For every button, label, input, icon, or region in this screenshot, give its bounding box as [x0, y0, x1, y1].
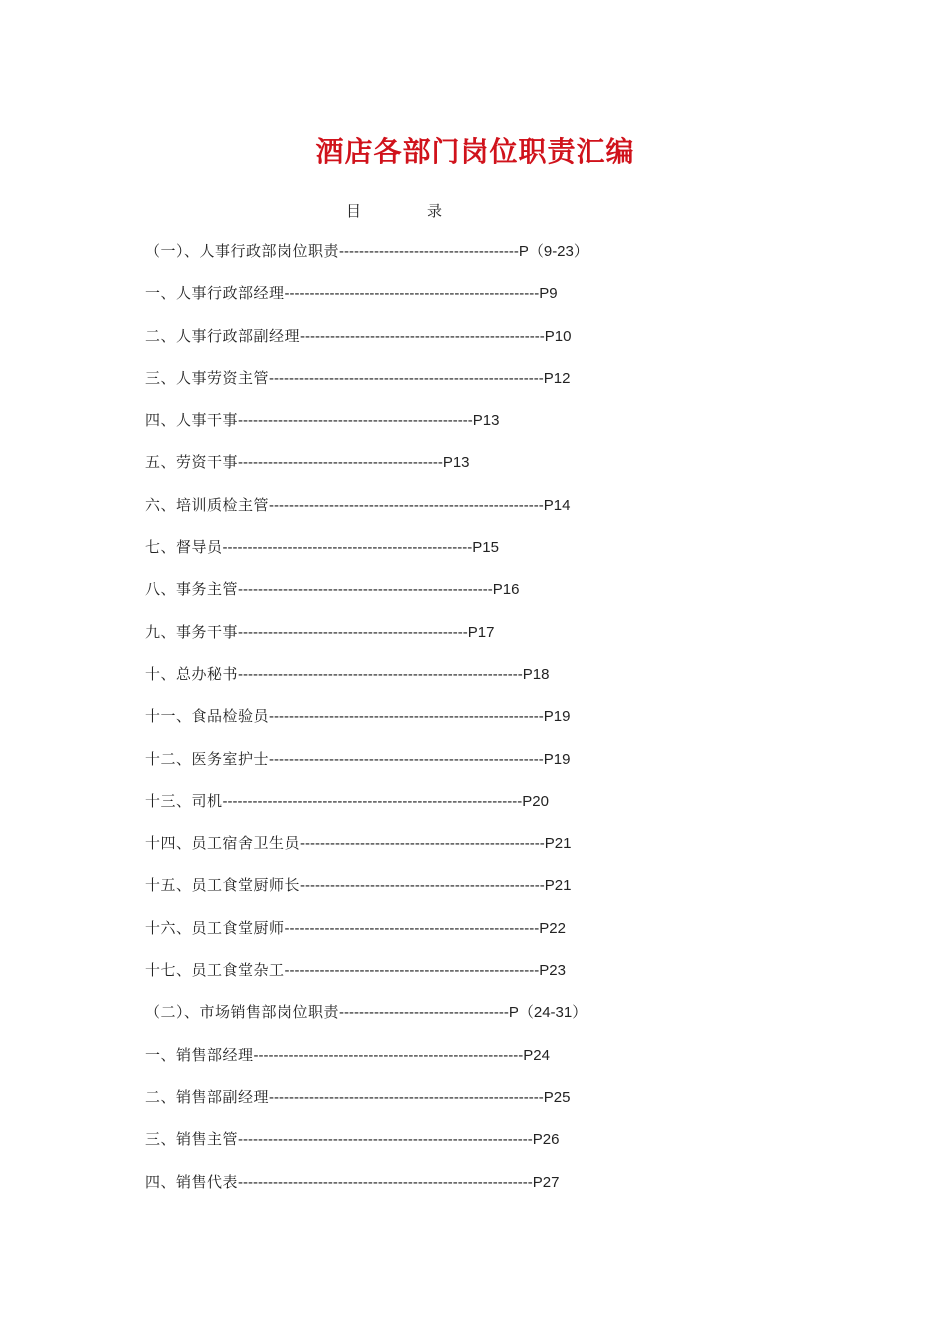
toc-entry-page-number: P（9-23） — [518, 243, 589, 260]
toc-entry-label: 八、事务主管 — [145, 580, 239, 599]
toc-entry-leader: ------------------------------------------------- — [300, 327, 545, 345]
toc-entry-page-number: P20 — [522, 792, 549, 810]
toc-entry[interactable] — [145, 323, 589, 365]
toc-entry-label: 十四、员工宿舍卫生员 — [145, 834, 301, 853]
toc-entry-leader: ------------------------------------ — [339, 243, 519, 260]
toc-entry-page-number: P13 — [472, 412, 500, 430]
toc-entry-leader: --------------------------------------------------- — [284, 285, 540, 303]
toc-entry-leader: ----------------------------------------------- — [238, 412, 473, 430]
toc-entry[interactable] — [145, 238, 589, 280]
toc-entry-page-number: P18 — [522, 665, 550, 683]
toc-entry-label: 十一、食品检验员 — [145, 707, 270, 726]
toc-entry-page-number: P21 — [544, 877, 572, 895]
toc-entry[interactable] — [145, 872, 589, 914]
toc-entry-page-number: P22 — [539, 919, 566, 937]
toc-entry-label: 三、销售主管 — [145, 1130, 239, 1149]
table-of-contents — [145, 238, 589, 1211]
toc-entry[interactable] — [145, 619, 589, 661]
toc-entry-label: 三、人事劳资主管 — [145, 368, 270, 387]
toc-entry-leader: --------------------------------------------------- — [284, 962, 540, 980]
toc-entry-page-number: P12 — [543, 369, 571, 387]
toc-entry-leader: ------------------------------------------------------- — [269, 708, 544, 726]
toc-entry-leader: ----------------------------------------- — [238, 454, 443, 472]
toc-entry[interactable] — [145, 915, 589, 957]
toc-entry-leader: ------------------------------------------------------------ — [222, 792, 523, 810]
toc-entry-label: 二、销售部副经理 — [145, 1087, 270, 1106]
toc-entry-label: 一、销售部经理 — [145, 1045, 254, 1064]
toc-entry-label: （一）、人事行政部岗位职责 — [145, 242, 340, 260]
toc-entry-leader: ------------------------------------------------------ — [253, 1046, 524, 1064]
toc-entry-label: 十五、员工食堂厨师长 — [145, 876, 301, 895]
toc-entry-leader: ---------------------------------- — [339, 1004, 509, 1022]
toc-entry-page-number: P9 — [539, 285, 558, 303]
toc-entry[interactable] — [145, 703, 589, 745]
toc-entry-label: 一、人事行政部经理 — [145, 284, 285, 303]
toc-heading-right: 录 — [427, 202, 443, 220]
toc-entry[interactable] — [145, 576, 589, 618]
toc-entry-page-number: P19 — [543, 750, 571, 768]
toc-entry-page-number: P16 — [492, 581, 520, 599]
toc-heading — [346, 200, 442, 222]
toc-entry[interactable] — [145, 957, 589, 999]
toc-entry-label: 二、人事行政部副经理 — [145, 326, 301, 345]
toc-entry[interactable] — [145, 1169, 589, 1211]
toc-entry[interactable] — [145, 449, 589, 491]
toc-entry-leader: ------------------------------------------------------- — [269, 750, 544, 768]
toc-entry-leader: ------------------------------------------------------- — [269, 496, 544, 514]
toc-entry-leader: ------------------------------------------------- — [300, 877, 545, 895]
toc-entry-leader: ----------------------------------------------------------- — [238, 1173, 533, 1191]
toc-entry-label: 四、销售代表 — [145, 1172, 239, 1191]
toc-entry-page-number: P27 — [532, 1173, 560, 1191]
toc-entry-page-number: P15 — [472, 539, 499, 557]
toc-entry-label: （二）、市场销售部岗位职责 — [145, 1003, 340, 1022]
toc-entry[interactable] — [145, 534, 589, 576]
toc-entry-label: 九、事务干事 — [145, 622, 239, 641]
toc-entry-label: 十三、司机 — [145, 791, 223, 810]
toc-entry-page-number: P（24-31） — [508, 1004, 588, 1022]
toc-entry-leader: --------------------------------------------------- — [284, 919, 540, 937]
toc-entry-page-number: P14 — [543, 496, 571, 514]
toc-entry-label: 五、劳资干事 — [145, 453, 239, 472]
toc-entry-page-number: P24 — [523, 1046, 550, 1064]
toc-entry-label: 十、总办秘书 — [145, 664, 239, 683]
toc-entry[interactable] — [145, 280, 589, 322]
toc-entry-label: 十七、员工食堂杂工 — [145, 961, 285, 980]
toc-entry-label: 十二、医务室护士 — [145, 749, 270, 768]
toc-entry-page-number: P19 — [543, 708, 571, 726]
toc-entry[interactable] — [145, 1042, 589, 1084]
toc-entry[interactable] — [145, 1126, 589, 1168]
toc-entry-label: 十六、员工食堂厨师 — [145, 918, 285, 937]
document-title: 酒店各部门岗位职责汇编 — [315, 135, 635, 168]
toc-entry-page-number: P26 — [532, 1131, 560, 1149]
toc-entry-leader: --------------------------------------------------------- — [238, 665, 523, 683]
toc-entry[interactable] — [145, 365, 589, 407]
toc-entry-leader: ----------------------------------------------------------- — [238, 1131, 533, 1149]
toc-entry-leader: ------------------------------------------------------- — [269, 1088, 544, 1106]
toc-entry[interactable] — [145, 492, 589, 534]
toc-entry[interactable] — [145, 1084, 589, 1126]
toc-entry[interactable] — [145, 661, 589, 703]
toc-entry-leader: ------------------------------------------------- — [300, 835, 545, 853]
toc-entry-page-number: P10 — [544, 327, 572, 345]
toc-entry-leader: --------------------------------------------------- — [238, 581, 493, 599]
toc-entry-page-number: P17 — [467, 623, 495, 641]
toc-entry-page-number: P21 — [544, 835, 572, 853]
toc-entry-page-number: P23 — [539, 962, 566, 980]
toc-heading-left: 目 — [346, 202, 362, 220]
toc-entry-leader: ---------------------------------------------- — [238, 623, 468, 641]
toc-entry[interactable] — [145, 746, 589, 788]
toc-entry-page-number: P25 — [543, 1088, 571, 1106]
toc-entry-leader: -------------------------------------------------- — [222, 539, 473, 557]
toc-entry-label: 六、培训质检主管 — [145, 495, 270, 514]
toc-entry[interactable] — [145, 999, 589, 1041]
toc-entry-label: 七、督导员 — [145, 538, 223, 557]
toc-entry-leader: ------------------------------------------------------- — [269, 369, 544, 387]
toc-entry[interactable] — [145, 407, 589, 449]
toc-entry-page-number: P13 — [442, 454, 470, 472]
toc-entry[interactable] — [145, 788, 589, 830]
toc-entry-label: 四、人事干事 — [145, 411, 239, 430]
toc-entry[interactable] — [145, 830, 589, 872]
